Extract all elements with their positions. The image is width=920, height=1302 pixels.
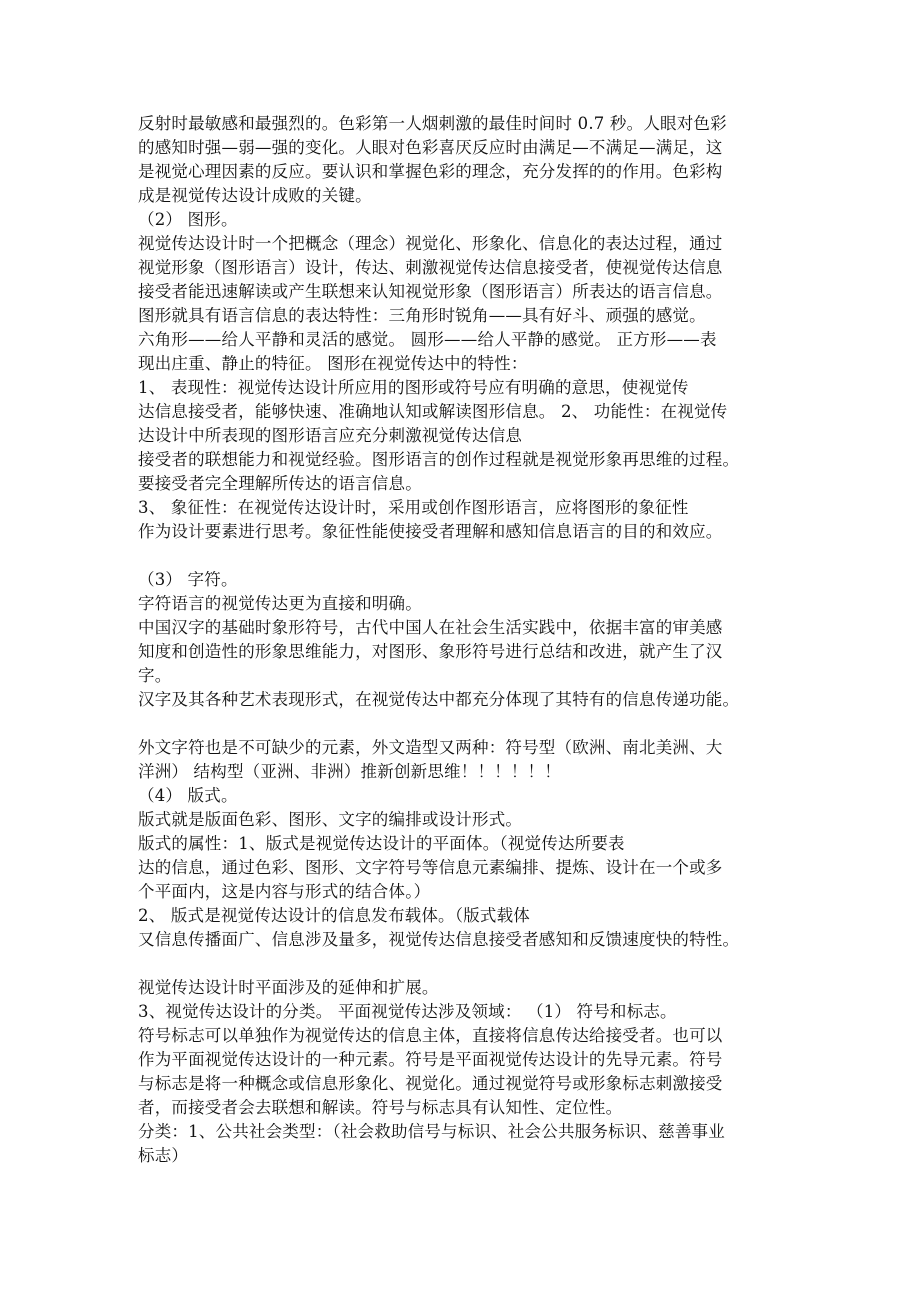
text-line: 的感知时强—弱—强的变化。人眼对色彩喜厌反应时由满足—不满足—满足，这 [138,138,723,157]
text-line: 汉字及其各种艺术表现形式，在视觉传达中都充分体现了其特有的信息传递功能。 [138,690,740,709]
text-line: 2、 版式是视觉传达设计的信息发布载体。（版式载体 [138,906,530,925]
text-line: 洋洲） 结构型（亚洲、非洲）推新创新思维！！！！！！ [138,762,561,781]
text-line: 要接受者完全理解所传达的语言信息。 [138,474,422,493]
text-line: 符号标志可以单独作为视觉传达的信息主体，直接将信息传达给接受者。也可以 [138,1026,723,1045]
text-line: 视觉传达设计时一个把概念（理念）视觉化、形象化、信息化的表达过程，通过 [138,234,723,253]
text-line: 现出庄重、静止的特征。 图形在视觉传达中的特性： [138,354,528,373]
text-line: 版式就是版面色彩、图形、文字的编排或设计形式。 [138,810,523,829]
text-line: 接受者的联想能力和视觉经验。图形语言的创作过程就是视觉形象再思维的过程。 [138,450,740,469]
text-line: 视觉形象（图形语言）设计，传达、刺激视觉传达信息接受者，使视觉传达信息 [138,258,723,277]
section-heading: （4） 版式。 [138,786,238,805]
section-heading: （3） 字符。 [138,570,238,589]
text-line: 知度和创造性的形象思维能力，对图形、象形符号进行总结和改进，就产生了汉 [138,642,723,661]
text-line: 外文字符也是不可缺少的元素，外文造型又两种：符号型（欧洲、南北美洲、大 [138,738,723,757]
text-line: 达信息接受者，能够快速、准确地认知或解读图形信息。 2、 功能性：在视觉传 [138,402,728,421]
text-line: 3、 象征性：在视觉传达设计时，采用或创作图形语言，应将图形的象征性 [138,498,689,517]
text-line: 接受者能迅速解读或产生联想来认知视觉形象（图形语言）所表达的语言信息。 [138,282,723,301]
text-line: 作为平面视觉传达设计的一种元素。符号是平面视觉传达设计的先导元素。符号 [138,1050,723,1069]
text-line: 标志） [138,1146,189,1165]
text-line: 达设计中所表现的图形语言应充分刺激视觉传达信息 [138,426,523,445]
text-line: 版式的属性：1、版式是视觉传达设计的平面体。（视觉传达所要表 [138,834,625,853]
section-heading: （2） 图形。 [138,210,238,229]
text-line: 分类：1、公共社会类型：（社会救助信号与标识、社会公共服务标识、慈善事业 [138,1122,725,1141]
text-line: 中国汉字的基础时象形符号，古代中国人在社会生活实践中，依据丰富的审美感 [138,618,723,637]
text-line: 视觉传达设计时平面涉及的延伸和扩展。 [138,978,439,997]
text-line: 与标志是将一种概念或信息形象化、视觉化。通过视觉符号或形象标志刺激接受 [138,1074,723,1093]
text-line: 图形就具有语言信息的表达特性：三角形时锐角——具有好斗、顽强的感觉。 [138,306,706,325]
text-line: 又信息传播面广、信息涉及量多，视觉传达信息接受者感知和反馈速度快的特性。 [138,930,740,949]
text-line: 字符语言的视觉传达更为直接和明确。 [138,594,422,613]
text-line: 个平面内，这是内容与形式的结合体。） [138,882,431,901]
text-line: 3、视觉传达设计的分类。 平面视觉传达涉及领域： （1） 符号和标志。 [138,1002,677,1021]
text-line: 作为设计要素进行思考。象征性能使接受者理解和感知信息语言的目的和效应。 [138,522,723,541]
text-line: 者，而接受者会去联想和解读。符号与标志具有认知性、定位性。 [138,1098,623,1117]
text-line: 字。 [138,666,172,685]
text-line: 反射时最敏感和最强烈的。色彩第一人烟刺激的最佳时间时 0.7 秒。人眼对色彩 [138,114,727,133]
text-line: 六角形——给人平静和灵活的感觉。 圆形——给人平静的感觉。 正方形——表 [138,330,717,349]
text-line: 达的信息，通过色彩、图形、文字符号等信息元素编排、提炼、设计在一个或多 [138,858,723,877]
text-line: 1、 表现性：视觉传达设计所应用的图形或符号应有明确的意思，使视觉传 [138,378,689,397]
text-line: 是视觉心理因素的反应。要认识和掌握色彩的理念，充分发挥的的作用。色彩构 [138,162,723,181]
text-line: 成是视觉传达设计成败的关键。 [138,186,372,205]
